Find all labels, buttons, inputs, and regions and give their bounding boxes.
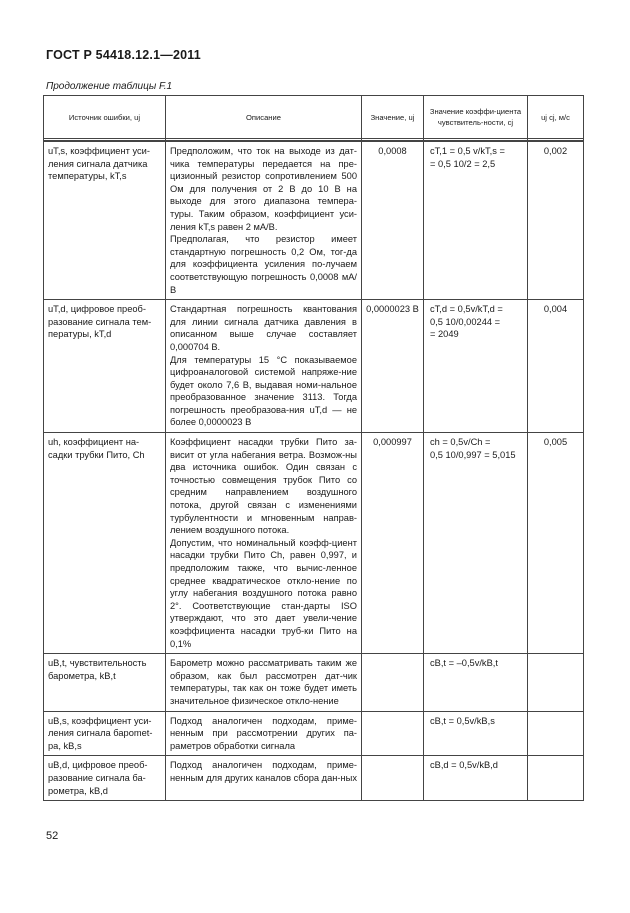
description-paragraph: Допустим, что номинальный коэфф-циент насадки трубки Пито Ch, равен 0,997, и предположим также, что вычис-ленное среднее квадратическое откло-нение по углу набегания воздушного потока равно 2°. Соответствующие стан-дарты ISO утверждают, что это дает увели-чение коэффициента насадки труб-ки Пито на 0,1% bbox=[170, 537, 357, 649]
coefficient-cell bbox=[424, 300, 528, 433]
error-source-cell: uT,d, цифровое преоб-разование сигнала тем-пературы, kT,d bbox=[44, 300, 166, 433]
coefficient-line: cT,1 = 0,5 v/kT,s = bbox=[430, 146, 505, 156]
coefficient-line: = 0,5 10/2 = 2,5 bbox=[430, 158, 496, 169]
description-cell bbox=[166, 433, 362, 654]
table-caption: Продолжение таблицы F.1 bbox=[46, 81, 173, 92]
coefficient-cell bbox=[424, 141, 528, 300]
coefficient-cell bbox=[424, 756, 528, 801]
description-paragraph: Подход аналогичен подходам, приме-ненным для других каналов сбора дан-ных bbox=[170, 760, 357, 783]
value-cell: 0,0000023 В bbox=[362, 300, 424, 433]
description-cell bbox=[166, 300, 362, 433]
product-cell: 0,004 bbox=[528, 300, 584, 433]
table-row bbox=[44, 711, 584, 756]
coefficient-line: 0,5 10/0,997 = 5,015 bbox=[430, 449, 516, 460]
col-header-source: Источник ошибки, uj bbox=[44, 96, 166, 139]
description-paragraph: Предположим, что ток на выходе из дат-чика температуры передается на пре-цизионный резистор сопротивлением 500 Ом для получения от 2 В до 10 В на выходе для этого диапазона темпера-туры. Таким образом, коэффициент уси-ления kT,s равен 2 мА/В. bbox=[170, 146, 357, 232]
table-row bbox=[44, 141, 584, 300]
description-paragraph: Для температуры 15 °С показываемое цифроаналоговой системой напряже-ние будет около 7,6 В, выдавая номи-нальное преобразованное значение 3113. Тогда погрешность преобразова-ния uT,d — не более 0,0000023 В bbox=[170, 354, 357, 428]
coefficient-line: 0,5 10/0,00244 = bbox=[430, 316, 501, 327]
table-body bbox=[44, 141, 584, 801]
description-cell bbox=[166, 654, 362, 711]
table-row bbox=[44, 300, 584, 433]
page-number: 52 bbox=[46, 830, 59, 842]
coefficient-cell bbox=[424, 433, 528, 654]
value-cell: 0,0008 bbox=[362, 141, 424, 300]
description-cell bbox=[166, 141, 362, 300]
description-cell bbox=[166, 711, 362, 756]
description-paragraph: Коэффициент насадки трубки Пито за-висит от угла набегания ветра. Возмож-ны два источника ошибок. Один связан с точностью совмещения трубок Пито со средним направлением воздушного потока, другой связан с изменениями турбулентности и мгновенным направ-лением воздушного потока. bbox=[170, 437, 357, 536]
coefficient-line: cB,t = –0,5v/kB,t bbox=[430, 658, 498, 669]
table-row bbox=[44, 433, 584, 654]
coefficient-cell bbox=[424, 711, 528, 756]
description-cell bbox=[166, 756, 362, 801]
product-cell bbox=[528, 756, 584, 801]
product-cell bbox=[528, 654, 584, 711]
error-source-cell: uB,t, чувствительность барометра, kB,t bbox=[44, 654, 166, 711]
coefficient-line: cT,d = 0,5v/kT,d = bbox=[430, 304, 503, 315]
col-header-description: Описание bbox=[166, 96, 362, 139]
table-row bbox=[44, 654, 584, 711]
table-row bbox=[44, 756, 584, 801]
description-paragraph: Подход аналогичен подходам, приме-ненным при рассмотрении других па-раметров обработки сигнала bbox=[170, 715, 357, 751]
coefficient-line: = 2049 bbox=[430, 329, 459, 340]
coefficient-cell bbox=[424, 654, 528, 711]
coefficient-line: cB,t = 0,5v/kB,s bbox=[430, 715, 495, 726]
error-source-cell: uT,s, коэффициент уси-ления сигнала датчика температуры, kT,s bbox=[44, 141, 166, 300]
value-cell bbox=[362, 654, 424, 711]
value-cell bbox=[362, 756, 424, 801]
col-header-value: Значение, uj bbox=[362, 96, 424, 139]
coefficient-line: ch = 0,5v/Ch = bbox=[430, 437, 491, 448]
uncertainty-table bbox=[43, 95, 584, 801]
document-header: ГОСТ Р 54418.12.1—2011 bbox=[46, 48, 201, 62]
value-cell bbox=[362, 711, 424, 756]
value-cell: 0,000997 bbox=[362, 433, 424, 654]
error-source-cell: uB,d, цифровое преоб-разование сигнала ба-рометра, kB,d bbox=[44, 756, 166, 801]
product-cell: 0,002 bbox=[528, 141, 584, 300]
table-header-row bbox=[44, 96, 584, 139]
coefficient-line: cB,d = 0,5v/kB,d bbox=[430, 760, 498, 771]
product-cell: 0,005 bbox=[528, 433, 584, 654]
description-paragraph: Барометр можно рассматривать таким же образом, как был рассмотрен дат-чик температуры, так как он тоже будет иметь значительное физическое откло-нение bbox=[170, 658, 357, 706]
product-cell bbox=[528, 711, 584, 756]
col-header-coefficient: Значение коэффи-циента чувствитель-ности, cj bbox=[424, 96, 528, 139]
col-header-product: uj cj, м/с bbox=[528, 96, 584, 139]
description-paragraph: Стандартная погрешность квантования для линии сигнала датчика давления в описанном выше случае составляет 0,000704 В. bbox=[170, 304, 357, 352]
error-source-cell: uB,s, коэффициент уси-ления сигнала бароmet-ра, kB,s bbox=[44, 711, 166, 756]
error-source-cell: uh, коэффициент на-садки трубки Пито, Ch bbox=[44, 433, 166, 654]
description-paragraph: Предполагая, что резистор имеет стандартную погрешность 0,2 Ом, тог-да для коэффициента усиления по-лучаем соответствующую погрешность 0,0008 мА/В bbox=[170, 234, 357, 295]
